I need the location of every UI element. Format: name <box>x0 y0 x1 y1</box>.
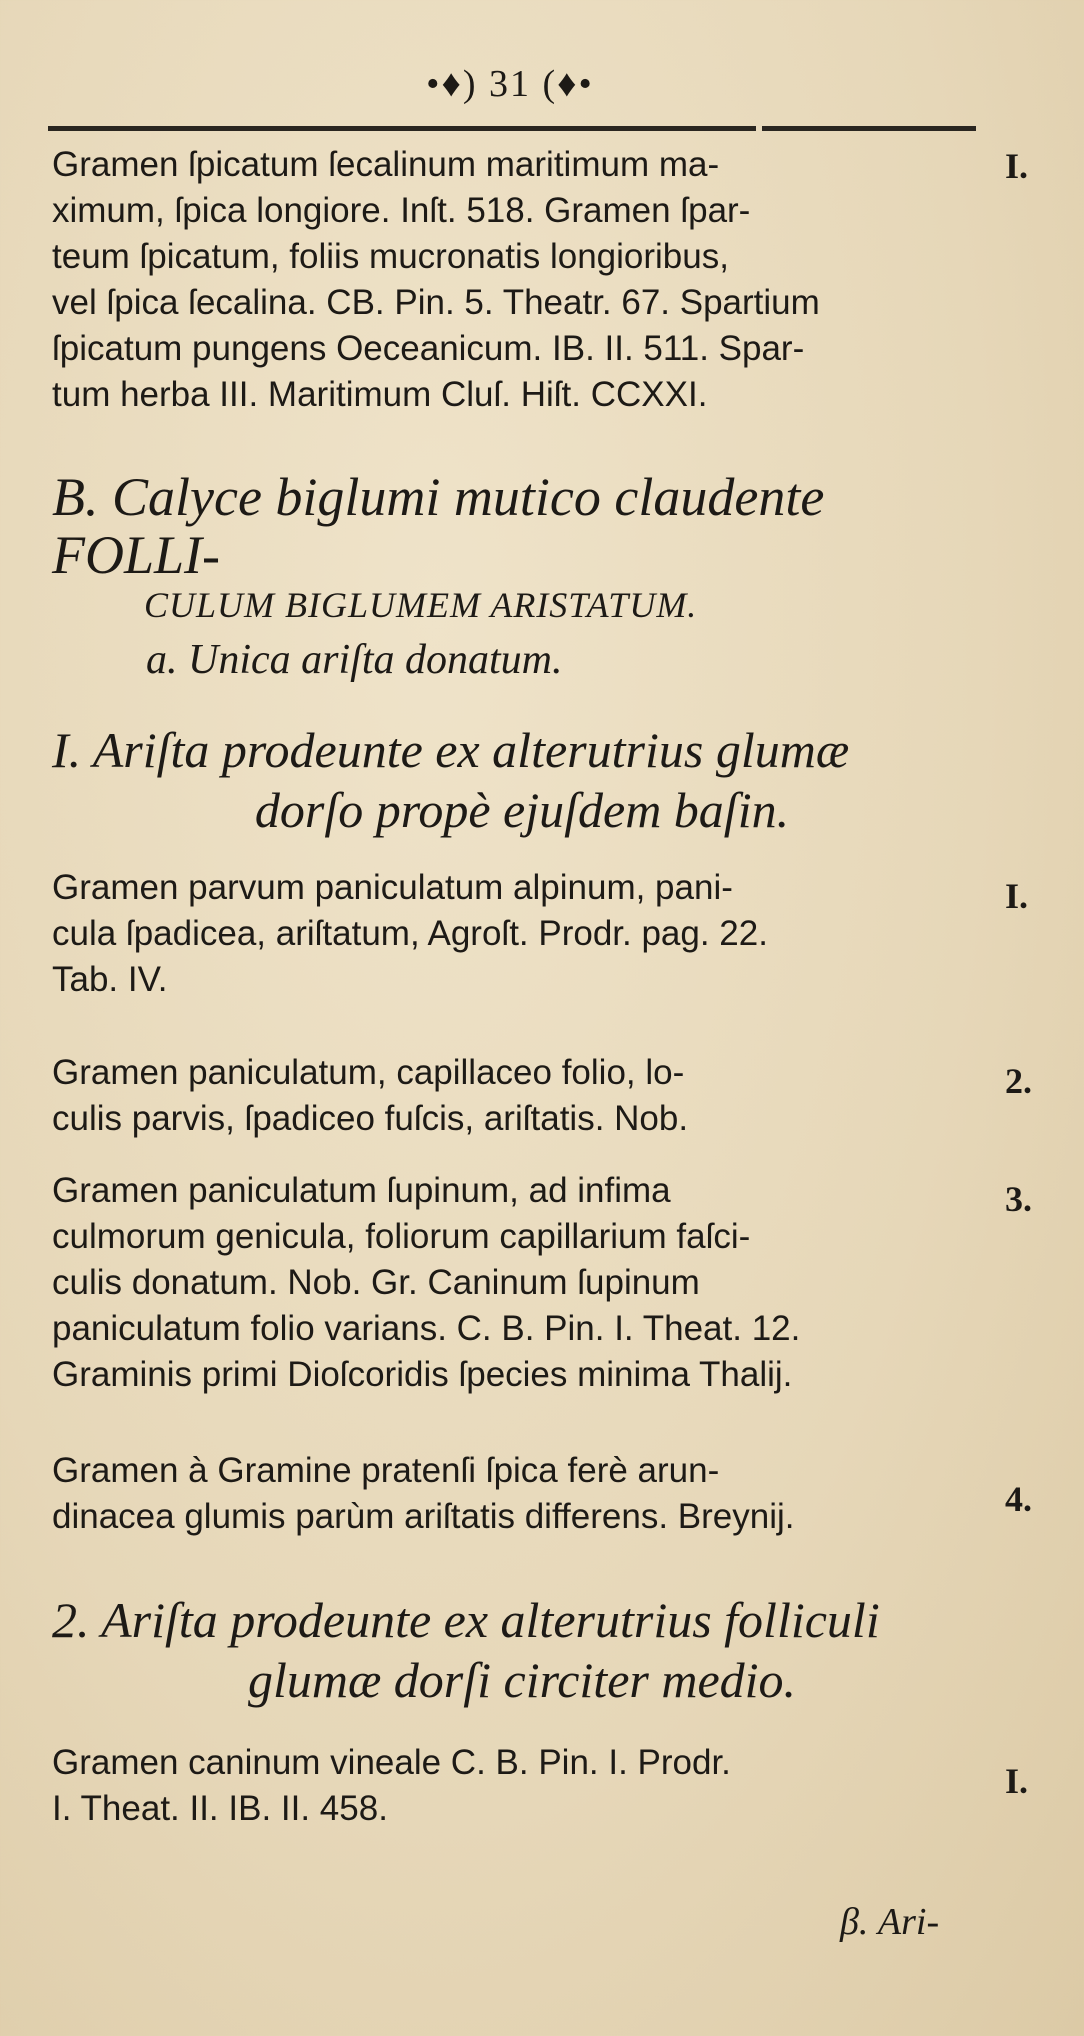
heading-1 <box>52 720 992 840</box>
catchword: β. Ari- <box>840 1901 940 1943</box>
entry-paragraph-2: Gramen parvum paniculatum alpinum, pani- cula ſpadicea, ariſtatum, Agroſt. Prodr. pag. 22. Tab. IV. <box>52 868 768 999</box>
heading-2-line-2: glumæ dorſi circiter medio. <box>247 1652 797 1708</box>
section-b-line-2: CULUM BIGLUMEM ARISTATUM. <box>144 585 698 625</box>
heading-2 <box>52 1590 992 1710</box>
heading-1-line-2: dorſo propè ejuſdem baſin. <box>254 782 790 838</box>
entry-number-4: 3. <box>1005 1179 1032 1219</box>
entry-paragraph-4: Gramen paniculatum ſupinum, ad infima culmorum genicula, foliorum capillarium faſci- culis donatum. Nob. Gr. Caninum ſupinum paniculatum folio varians. C. B. Pin. I. Theat. 12. Graminis primi Dioſcoridis ſpecies minima Thalij. <box>52 1171 801 1394</box>
section-b-heading <box>52 468 992 626</box>
page-header: •♦) 31 (♦• <box>426 63 594 105</box>
entry-paragraph-3: Gramen paniculatum, capillaceo folio, lo- culis parvis, ſpadiceo fuſcis, ariſtatis. Nob. <box>52 1053 689 1138</box>
header-rule <box>48 126 756 131</box>
entry-paragraph-5: Gramen à Gramine pratenſi ſpica ferè arun- dinacea glumis parùm ariſtatis differens. Breynij. <box>52 1451 795 1536</box>
subsection-a-heading: a. Unica ariſta donatum. <box>146 637 563 683</box>
entry-number-5: 4. <box>1005 1479 1032 1519</box>
heading-1-line-1: I. Ariſta prodeunte ex alterutrius glumæ <box>52 722 850 778</box>
heading-2-line-1: 2. Ariſta prodeunte ex alterutrius folliculi <box>52 1592 880 1648</box>
entry-number-1: I. <box>1005 146 1029 186</box>
entry-paragraph-1: Gramen ſpicatum ſecalinum maritimum ma- ximum, ſpica longiore. Inſt. 518. Gramen ſpar- teum ſpicatum, foliis mucronatis longioribus, vel ſpica ſecalina. CB. Pin. 5. Theatr. 67. Spartium ſpicatum pungens Oeceanicum. IB. II. 511. Spar- tum herba III. Maritimum Cluſ. Hiſt. CCXXI. <box>52 145 820 414</box>
header-rule-side <box>762 126 976 131</box>
entry-number-2: I. <box>1005 876 1029 916</box>
entry-number-6: I. <box>1005 1761 1029 1801</box>
entry-number-3: 2. <box>1005 1061 1032 1101</box>
entry-paragraph-6: Gramen caninum vineale C. B. Pin. I. Prodr. I. Theat. II. IB. II. 458. <box>52 1743 731 1828</box>
section-b-line-1: B. Calyce biglumi mutico claudente FOLLI- <box>52 467 825 585</box>
